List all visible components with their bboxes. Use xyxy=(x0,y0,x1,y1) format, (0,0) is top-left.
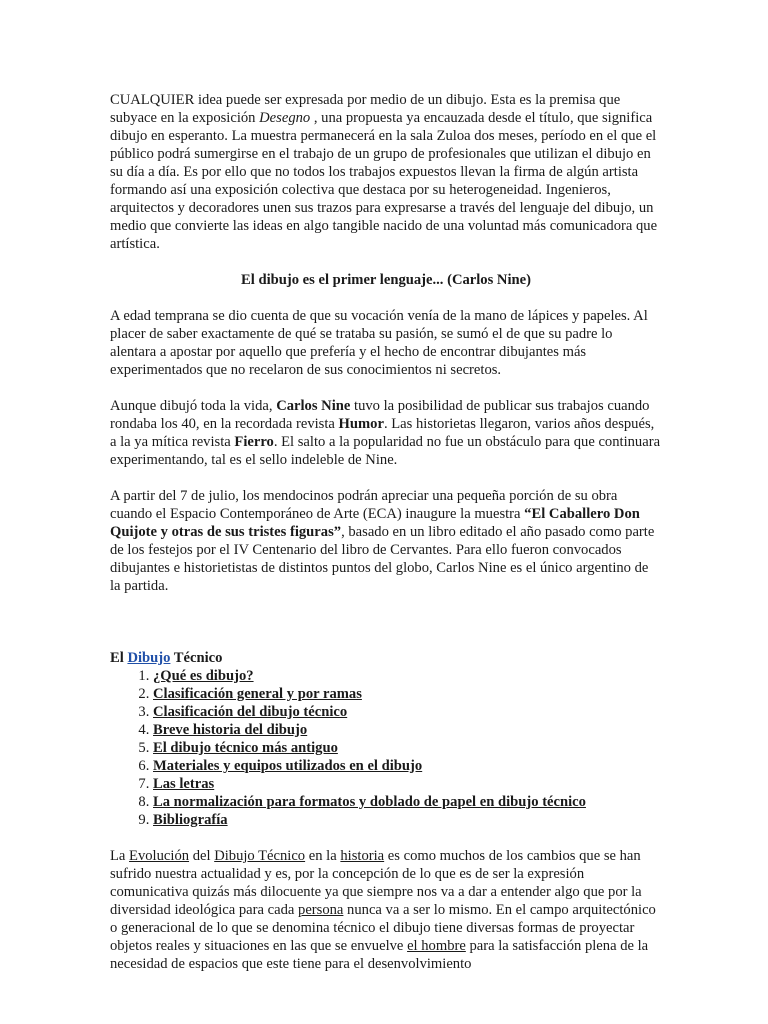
career-text: . Las historietas llegaron, varios años después, a la ya mítica revista xyxy=(110,416,655,450)
exhibition-text: , basado en un libro editado el año pasado como parte de los festejos por el IV Centenario del libro de Cervantes. Para ello fueron convocados dibujantes e historietistas de distintos puntos del globo, Carlos Nine es el único argentino de la partida. xyxy=(110,524,655,594)
toc-item xyxy=(153,793,662,811)
career-text: tuvo la posibilidad de publicar sus trabajos cuando rondaba los 40, en la recordada revista xyxy=(110,398,650,432)
evolution-text: La xyxy=(110,848,130,864)
intro-text-continued: , una propuesta ya encauzada desde el título, que significa dibujo en esperanto. La muestra permanecerá en la sala Zuloa dos meses, período en el que el público podrá sumergirse en el trabajo de un grupo de profesionales que utilizan el dibujo en su día a día. Es por ello que no todos los trabajos expuestos llevan la firma de algún artista formando así una exposición colectiva que destaca por su heterogeneidad. Ingenieros, arquitectos y decoradores unen sus trazos para expresarse a través del lenguaje del dibujo, un medio que convierte las ideas en algo tangible nacido de una voluntad más comunicadora que artística. xyxy=(110,110,658,252)
toc-item xyxy=(153,721,662,739)
toc-link[interactable]: Las letras xyxy=(153,776,215,792)
toc-title-prefix: El xyxy=(110,650,128,666)
artist-name: Carlos Nine xyxy=(276,398,351,414)
toc-item xyxy=(153,811,662,829)
link-historia[interactable]: historia xyxy=(340,848,385,864)
toc-item xyxy=(153,739,662,757)
toc-link[interactable]: Breve historia del dibujo xyxy=(153,722,308,738)
toc-list xyxy=(110,667,662,829)
magazine-humor: Humor xyxy=(338,416,384,432)
toc-link[interactable]: La normalización para formatos y doblado de papel en dibujo técnico xyxy=(153,794,586,810)
toc-title-link[interactable]: Dibujo xyxy=(127,650,171,666)
toc-title xyxy=(110,649,662,667)
career-paragraph xyxy=(110,397,662,469)
exhibition-name: Desegno xyxy=(259,110,311,126)
link-el-hombre[interactable]: el hombre xyxy=(407,938,466,954)
intro-paragraph xyxy=(110,91,662,253)
career-text: . El salto a la popularidad no fue un obstáculo para que continuara experimentando, tal es el sello indeleble de Nine. xyxy=(110,434,661,468)
toc-title-suffix: Técnico xyxy=(170,650,223,666)
toc-link[interactable]: Materiales y equipos utilizados en el dibujo xyxy=(153,758,423,774)
toc-item xyxy=(153,703,662,721)
evolution-text: del xyxy=(189,848,215,864)
toc-link[interactable]: Bibliografía xyxy=(153,812,228,828)
document-page xyxy=(110,91,662,991)
magazine-fierro: Fierro xyxy=(234,434,274,450)
toc-item xyxy=(153,757,662,775)
toc-item xyxy=(153,685,662,703)
spacer xyxy=(110,613,662,649)
exhibition-paragraph xyxy=(110,487,662,595)
exhibition-title: “El Caballero Don Quijote y otras de sus tristes figuras” xyxy=(110,506,640,540)
link-evolucion[interactable]: Evolución xyxy=(129,848,190,864)
evolution-text: para la satisfacción plena de la necesidad de espacios que este tiene para el desenvolvimiento xyxy=(110,938,649,972)
exhibition-text: A partir del 7 de julio, los mendocinos podrán apreciar una pequeña porción de su obra cuando el Espacio Contemporáneo de Arte (ECA) inaugure la muestra xyxy=(110,488,618,522)
evolution-paragraph xyxy=(110,847,662,973)
career-text: Aunque dibujó toda la vida, xyxy=(110,398,277,414)
evolution-text: en la xyxy=(305,848,341,864)
toc-link[interactable]: ¿Qué es dibujo? xyxy=(153,668,254,684)
link-persona[interactable]: persona xyxy=(298,902,344,918)
link-dibujo-tecnico[interactable]: Dibujo Técnico xyxy=(214,848,306,864)
toc-link[interactable]: Clasificación del dibujo técnico xyxy=(153,704,348,720)
evolution-text: es como muchos de los cambios que se han sufrido nuestra actualidad y es, por la concepción de lo que es de ser la expresión comunicativa quizás más dilocuente ya que siempre nos va a dar a entender algo que por la diversidad ideológica para cada xyxy=(110,848,642,918)
intro-text: CUALQUIER idea puede ser expresada por medio de un dibujo. Esta es la premisa que subyace en la exposición xyxy=(110,92,621,126)
toc-item xyxy=(153,667,662,685)
biography-paragraph: A edad temprana se dio cuenta de que su vocación venía de la mano de lápices y papeles. Al placer de saber exactamente de qué se trataba su pasión, se sumó el de que su padre lo alentara a apostar por aquello que prefería y el hecho de encontrar dibujantes más experimentados que no recelaron de sus conocimientos ni secretos. xyxy=(110,308,648,378)
toc-link[interactable]: El dibujo técnico más antiguo xyxy=(153,740,338,756)
evolution-text: nunca va a ser lo mismo. En el campo arquitectónico o generacional de lo que se denomina técnico el dibujo tiene diversas formas de proyectar objetos reales y situaciones en las que se envuelve xyxy=(110,902,656,954)
section-heading: El dibujo es el primer lenguaje... (Carlos Nine) xyxy=(241,272,531,288)
toc-item xyxy=(153,775,662,793)
toc-link[interactable]: Clasificación general y por ramas xyxy=(153,686,362,702)
